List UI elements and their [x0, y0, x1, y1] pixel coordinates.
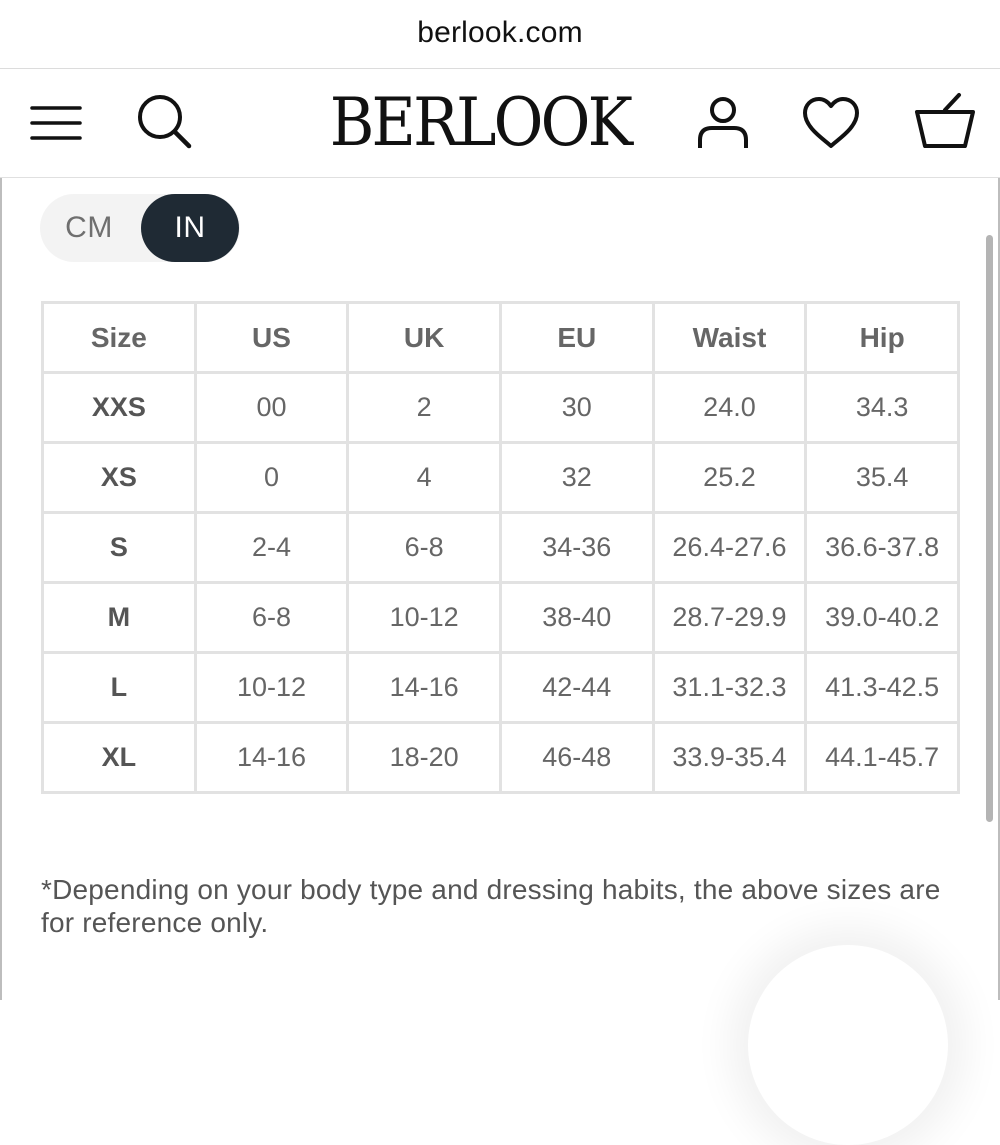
- table-cell-eu: 46-48: [500, 723, 653, 793]
- unit-option-cm[interactable]: CM: [65, 211, 113, 244]
- site-header: [0, 69, 1000, 178]
- column-header-uk: UK: [348, 303, 501, 373]
- search-icon[interactable]: [134, 91, 196, 153]
- table-cell-size: L: [43, 653, 196, 723]
- column-header-eu: EU: [500, 303, 653, 373]
- table-row: [43, 373, 959, 443]
- table-cell-hip: 36.6-37.8: [806, 513, 959, 583]
- floating-chat-bubble[interactable]: [748, 945, 948, 1145]
- table-cell-waist: 26.4-27.6: [653, 513, 806, 583]
- table-cell-us: 14-16: [195, 723, 348, 793]
- table-cell-size: M: [43, 583, 196, 653]
- table-cell-us: 00: [195, 373, 348, 443]
- table-cell-waist: 31.1-32.3: [653, 653, 806, 723]
- column-header-us: US: [195, 303, 348, 373]
- size-chart-table: [41, 301, 960, 794]
- table-cell-uk: 4: [348, 443, 501, 513]
- table-row: [43, 443, 959, 513]
- size-guide-sheet: [0, 178, 1000, 1000]
- table-cell-waist: 25.2: [653, 443, 806, 513]
- unit-option-in[interactable]: IN: [141, 194, 239, 262]
- table-cell-us: 10-12: [195, 653, 348, 723]
- table-cell-us: 0: [195, 443, 348, 513]
- table-cell-eu: 34-36: [500, 513, 653, 583]
- heart-icon[interactable]: [800, 95, 862, 151]
- brand-logo[interactable]: BERLOOK: [329, 83, 631, 161]
- user-icon[interactable]: [694, 93, 752, 151]
- table-header-row: [43, 303, 959, 373]
- table-row: [43, 583, 959, 653]
- scrollbar[interactable]: [986, 235, 993, 822]
- table-cell-waist: 33.9-35.4: [653, 723, 806, 793]
- table-cell-eu: 32: [500, 443, 653, 513]
- table-cell-uk: 10-12: [348, 583, 501, 653]
- table-cell-uk: 6-8: [348, 513, 501, 583]
- table-cell-hip: 39.0-40.2: [806, 583, 959, 653]
- column-header-waist: Waist: [653, 303, 806, 373]
- table-cell-uk: 14-16: [348, 653, 501, 723]
- table-cell-us: 2-4: [195, 513, 348, 583]
- table-cell-eu: 38-40: [500, 583, 653, 653]
- browser-url-bar[interactable]: [0, 0, 1000, 69]
- reference-note: *Depending on your body type and dressing habits, the above sizes are for reference only.: [41, 874, 941, 938]
- column-header-size: Size: [43, 303, 196, 373]
- table-cell-size: XS: [43, 443, 196, 513]
- table-cell-us: 6-8: [195, 583, 348, 653]
- table-cell-eu: 30: [500, 373, 653, 443]
- table-cell-eu: 42-44: [500, 653, 653, 723]
- table-cell-uk: 18-20: [348, 723, 501, 793]
- table-cell-waist: 28.7-29.9: [653, 583, 806, 653]
- table-cell-uk: 2: [348, 373, 501, 443]
- table-cell-hip: 41.3-42.5: [806, 653, 959, 723]
- hamburger-menu-icon[interactable]: [28, 103, 84, 143]
- table-cell-waist: 24.0: [653, 373, 806, 443]
- sheet-left-edge: [0, 178, 2, 1000]
- table-row: [43, 653, 959, 723]
- table-cell-size: XL: [43, 723, 196, 793]
- table-cell-hip: 35.4: [806, 443, 959, 513]
- table-row: [43, 513, 959, 583]
- url-text: berlook.com: [417, 16, 583, 49]
- unit-toggle[interactable]: [40, 194, 240, 262]
- table-cell-hip: 34.3: [806, 373, 959, 443]
- table-cell-hip: 44.1-45.7: [806, 723, 959, 793]
- table-row: [43, 723, 959, 793]
- basket-icon[interactable]: [912, 91, 978, 151]
- column-header-hip: Hip: [806, 303, 959, 373]
- table-cell-size: S: [43, 513, 196, 583]
- table-cell-size: XXS: [43, 373, 196, 443]
